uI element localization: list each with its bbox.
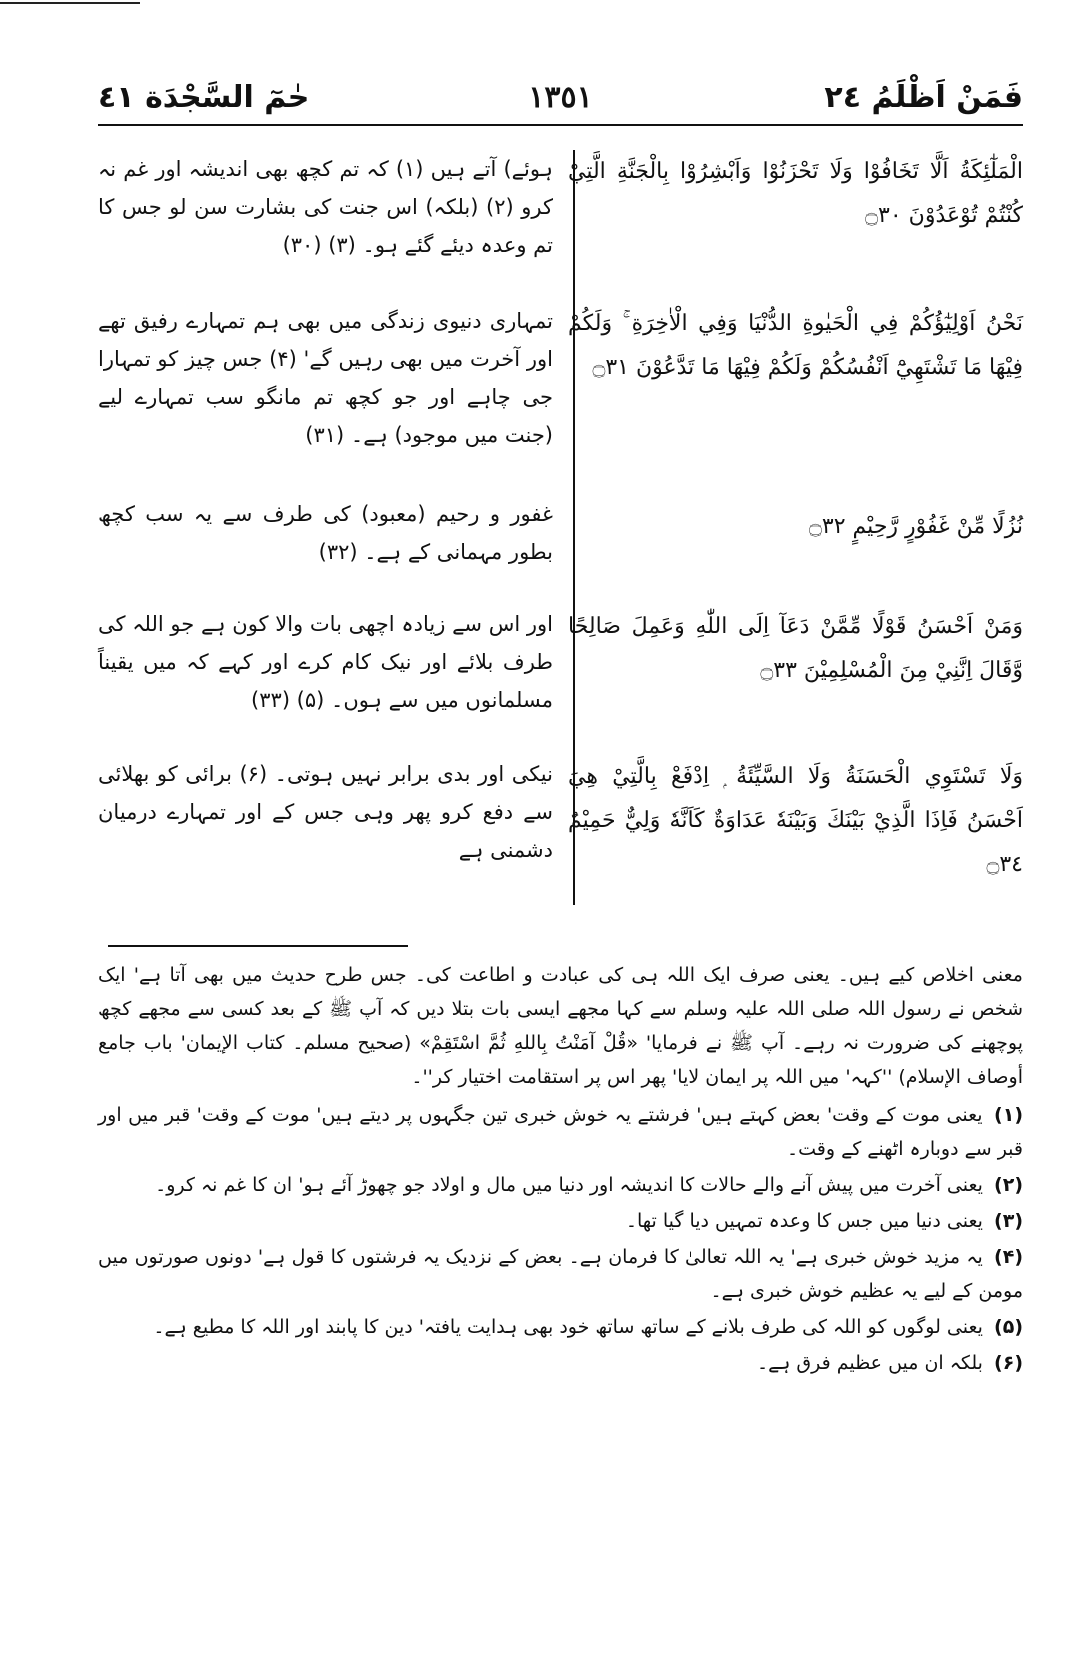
footnote-number: (۱) — [994, 1104, 1023, 1126]
urdu-translation: تمہاری دنیوی زندگی میں بھی ہم تمہارے رفیق تھے اور آخرت میں بھی رہیں گے' (۴) جس چیز کو تمہارا جی چاہے اور جو کچھ تم مانگو سب تمہارے لیے (جنت میں موجود) ہے۔ (۳۱) — [98, 309, 553, 447]
para-name: فَمَنْ اَظْلَمُ ٢٤ — [824, 80, 1023, 115]
footnote-3 — [98, 1204, 1023, 1238]
footnote-number: (۵) — [994, 1316, 1023, 1338]
urdu-translation: اور اس سے زیادہ اچھی بات والا کون ہے جو اللہ کی طرف بلائے اور نیک کام کرے اور کہے کہ میں یقیناً مسلمانوں میں سے ہوں۔ (۵) (۳۳) — [98, 612, 553, 712]
footnotes — [98, 958, 1023, 1382]
arabic-verse: وَلَا تَسْتَوِي الْحَسَنَةُ وَلَا السَّيِّئَةُ ۭ اِدْفَعْ بِالَّتِيْ هِيَ اَحْسَنُ فَاِذَا الَّذِيْ بَيْنَكَ وَبَيْنَهٗ عَدَاوَةٌ كَاَنَّهٗ وَلِيٌّ حَمِيْمٌ ۝٣٤ — [568, 764, 1023, 877]
footnote-number: (۳) — [994, 1210, 1023, 1232]
footnote-number: (۴) — [994, 1246, 1023, 1268]
arabic-verse: نَحْنُ اَوْلِيٰٓؤُكُمْ فِي الْحَيٰوةِ الدُّنْيَا وَفِي الْاٰخِرَةِ ۚ وَلَكُمْ فِيْهَا مَا تَشْتَهِيْٓ اَنْفُسُكُمْ وَلَكُمْ فِيْهَا مَا تَدَّعُوْنَ ۝٣١ — [568, 311, 1023, 380]
footnote-text: یعنی دنیا میں جس کا وعدہ تمہیں دیا گیا تھا۔ — [625, 1210, 983, 1232]
footnote-rule — [108, 945, 408, 947]
footnote-text: یعنی آخرت میں پیش آنے والے حالات کا اندیشہ اور دنیا میں مال و اولاد جو چھوڑ آئے ہو' ان کا غم نہ کرو۔ — [155, 1174, 983, 1196]
footnote-text: یعنی لوگوں کو اللہ کی طرف بلانے کے ساتھ ساتھ خود بھی ہدایت یافتہ' دین کا پابند اور اللہ کا مطیع ہے۔ — [153, 1316, 983, 1338]
arabic-verse: وَمَنْ اَحْسَنُ قَوْلًا مِّمَّنْ دَعَآ اِلَى اللّٰهِ وَعَمِلَ صَالِحًا وَّقَالَ اِنَّنِيْ مِنَ الْمُسْلِمِيْنَ ۝٣٣ — [568, 614, 1023, 683]
urdu-translation: غفور و رحیم (معبود) کی طرف سے یہ سب کچھ بطور مہمانی کے ہے۔ (۳۲) — [98, 502, 553, 564]
footnote-number: (۶) — [994, 1352, 1023, 1374]
footnote-2 — [98, 1168, 1023, 1202]
header-rule — [98, 124, 1023, 126]
top-edge-rule — [0, 2, 140, 4]
footnote-text: یہ مزید خوش خبری ہے' یہ اللہ تعالیٰ کا فرمان ہے۔ بعض کے نزدیک یہ فرشتوں کا قول ہے' دونوں صورتوں میں مومن کے لیے یہ عظیم خوش خبری ہے۔ — [98, 1246, 1023, 1302]
footnote-continuation: معنی اخلاص کیے ہیں۔ یعنی صرف ایک اللہ ہی کی عبادت و اطاعت کی۔ جس طرح حدیث میں بھی آتا ہے' ایک شخص نے رسول اللہ صلی اللہ علیہ وسلم سے کہا مجھے ایسی بات بتلا دیں کہ آپ ﷺ کے بعد کسی سے مجھے کچھ پوچھنے کی ضرورت نہ رہے۔ آپ ﷺ نے فرمایا' «قُلْ آمَنْتُ بِاللهِ ثُمَّ اسْتَقِمْ» (صحیح مسلم۔ کتاب الإیمان' باب جامع أوصاف الإسلام) ''کہہ' میں اللہ پر ایمان لایا' پھر اس پر استقامت اختیار کر''۔ — [98, 964, 1023, 1088]
footnote-number: (۲) — [994, 1174, 1023, 1196]
footnote-text: یعنی موت کے وقت' بعض کہتے ہیں' فرشتے یہ خوش خبری تین جگہوں پر دیتے ہیں' موت کے وقت' قبر میں اور قبر سے دوبارہ اٹھنے کے وقت۔ — [98, 1104, 1023, 1160]
footnote-4 — [98, 1240, 1023, 1308]
footnote-5 — [98, 1310, 1023, 1344]
footnote-1 — [98, 1098, 1023, 1166]
urdu-translation: ہوئے) آتے ہیں (۱) کہ تم کچھ بھی اندیشہ اور غم نہ کرو (۲) (بلکہ) اس جنت کی بشارت سن لو جس کا تم وعدہ دیئے گئے ہو۔ (۳) (۳۰) — [98, 157, 553, 257]
surah-name: حٰمٓ السَّجْدَة ٤١ — [98, 80, 310, 115]
urdu-translation: نیکی اور بدی برابر نہیں ہوتی۔ (۶) برائی کو بھلائی سے دفع کرو پھر وہی جس کے اور تمہارے درمیان دشمنی ہے — [98, 762, 553, 862]
page-number: ١٣٥١ — [528, 80, 593, 115]
footnote-6 — [98, 1346, 1023, 1380]
arabic-verse: نُزُلًا مِّنْ غَفُوْرٍ رَّحِيْمٍ ۝٣٢ — [809, 514, 1023, 539]
footnote-text: بلکہ ان میں عظیم فرق ہے۔ — [756, 1352, 983, 1374]
page-header — [98, 78, 1023, 122]
arabic-verse: الْمَلٰٓئِكَةُ اَلَّا تَخَافُوْا وَلَا تَحْزَنُوْا وَاَبْشِرُوْا بِالْجَنَّةِ الَّتِيْ كُنْتُمْ تُوْعَدُوْنَ ۝٣٠ — [568, 159, 1023, 228]
